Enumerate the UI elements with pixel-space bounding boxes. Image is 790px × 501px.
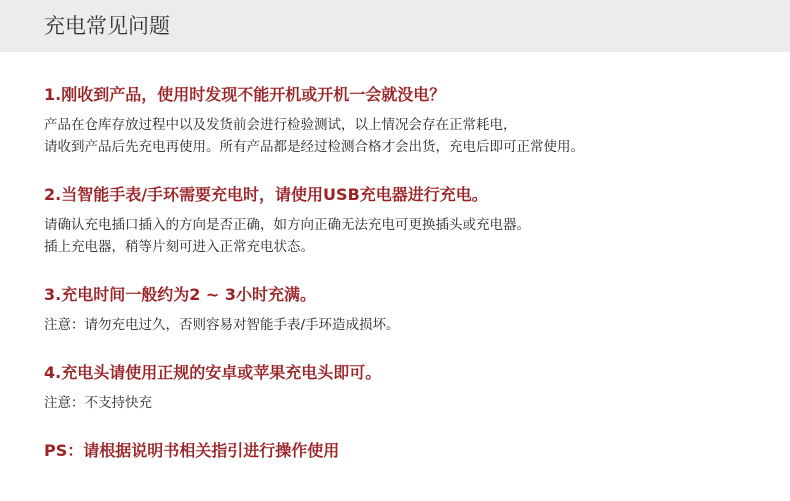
faq-question-4: 4.充电头请使用正规的安卓或苹果充电头即可。	[44, 363, 382, 382]
faq-answer-line: 注意：请勿充电过久，否则容易对智能手表/手环造成损坏。	[44, 317, 400, 333]
faq-answer-3	[44, 314, 764, 336]
faq-item-1	[44, 84, 764, 158]
faq-answer-line: 注意：不支持快充	[44, 395, 152, 411]
faq-answer-line: 请确认充电插口插入的方向是否正确，如方向正确无法充电可更换插头或充电器。	[44, 217, 530, 233]
faq-answer-line: 请收到产品后先充电再使用。所有产品都是经过检测合格才会出货，充电后即可正常使用。	[44, 139, 584, 155]
faq-question-2: 2.当智能手表/手环需要充电时，请使用USB充电器进行充电。	[44, 185, 488, 204]
faq-answer-2	[44, 214, 764, 258]
faq-answer-line: 插上充电器，稍等片刻可进入正常充电状态。	[44, 239, 314, 255]
ps-note: PS：请根据说明书相关指引进行操作使用	[44, 441, 340, 460]
faq-answer-line: 产品在仓库存放过程中以及发货前会进行检验测试，以上情况会存在正常耗电，	[44, 117, 517, 133]
faq-question-3: 3.充电时间一般约为2 ~ 3小时充满。	[44, 285, 317, 304]
page-title: 充电常见问题	[44, 14, 170, 38]
faq-content	[44, 84, 764, 462]
faq-item-3	[44, 284, 764, 336]
faq-answer-1	[44, 114, 764, 158]
faq-answer-4	[44, 392, 764, 414]
faq-item-4	[44, 362, 764, 414]
faq-question-1: 1.刚收到产品，使用时发现不能开机或开机一会就没电？	[44, 85, 446, 104]
header-bar	[0, 0, 790, 52]
faq-item-2	[44, 184, 764, 258]
